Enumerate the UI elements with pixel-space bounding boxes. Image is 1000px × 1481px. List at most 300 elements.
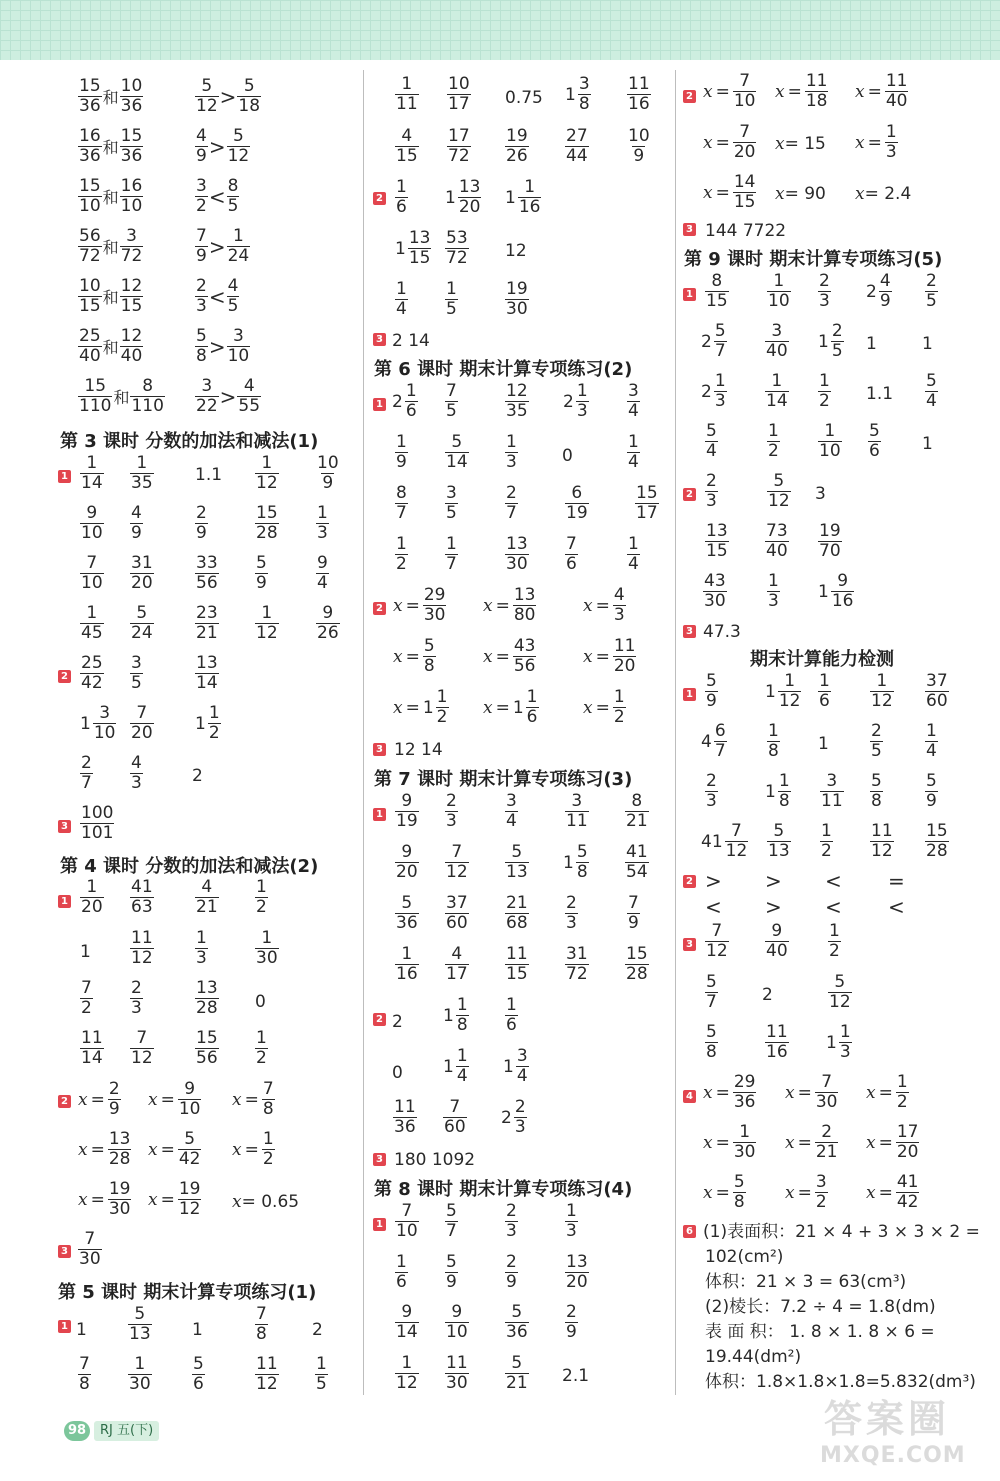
numerator: 5 [511, 842, 523, 862]
whole-part: 1 [445, 187, 456, 208]
denominator: 20 [566, 1272, 588, 1292]
variable-x: x [148, 1189, 158, 1210]
fraction [130, 454, 154, 493]
lesson-title: 期末计算能力检测 [750, 649, 894, 670]
variable-x: x [866, 1182, 876, 1203]
numerator: 2 [108, 1079, 120, 1099]
numerator: 1 [524, 177, 536, 197]
question-badge: 1 [373, 808, 386, 821]
denominator: 22 [196, 396, 218, 416]
fraction [635, 484, 659, 523]
variable-x: x [583, 595, 593, 616]
numerator: 7 [731, 821, 742, 841]
fraction [733, 1123, 757, 1162]
numerator: 7 [86, 553, 98, 573]
fraction [130, 504, 143, 543]
denominator: 17 [636, 503, 658, 523]
denominator: 5 [831, 341, 843, 361]
and-word: 和 [102, 88, 119, 107]
numerator: 5 [706, 671, 717, 691]
fraction [805, 72, 829, 111]
numerator: 1 [208, 703, 220, 723]
question-badge: 2 [58, 670, 71, 683]
question-badge: 1 [58, 895, 71, 908]
numerator: 1 [86, 877, 98, 897]
equation [148, 1080, 201, 1119]
denominator: 9 [196, 246, 207, 266]
fraction [896, 1123, 920, 1162]
fraction [80, 604, 104, 643]
fraction [505, 894, 529, 933]
fraction [767, 272, 791, 311]
fraction [78, 1355, 91, 1394]
numerator: 5 [511, 1353, 523, 1373]
numerator: 9 [86, 503, 98, 523]
comparison-sign: < [825, 869, 842, 893]
denominator: 30 [256, 948, 278, 968]
equation [855, 123, 898, 162]
fraction [839, 1023, 852, 1062]
denominator: 20 [458, 197, 481, 217]
fraction [705, 422, 718, 461]
numerator: 13 [196, 978, 218, 998]
denominator: 21 [626, 811, 648, 831]
question-badge: 2 [373, 1013, 386, 1026]
equals-sign: = [244, 1139, 259, 1160]
fraction [627, 894, 640, 933]
numerator: 43 [704, 571, 726, 591]
question-badge: 1 [683, 288, 696, 301]
watermark-url: MXQE.COM [820, 1443, 966, 1468]
numerator: 14 [733, 172, 756, 192]
fraction [705, 272, 729, 311]
lesson-title: 第 8 课时 期末计算专项练习(4) [374, 1179, 633, 1200]
fraction [227, 127, 251, 166]
answer-page [0, 60, 1000, 1481]
fraction [237, 77, 261, 116]
denominator: 36 [733, 1092, 756, 1112]
fraction [393, 1098, 417, 1137]
question-badge: 1 [683, 688, 696, 701]
numerator: 9 [837, 571, 849, 591]
fraction [128, 1355, 152, 1394]
denominator: 3 [706, 491, 717, 511]
numerator: 1 [839, 1022, 851, 1042]
denominator: 17 [448, 94, 470, 114]
variable-x: x [866, 1132, 876, 1153]
fraction [192, 1355, 205, 1394]
denominator: 6 [819, 691, 830, 711]
fraction [445, 433, 469, 472]
mixed-number [513, 688, 539, 727]
numerator: 2 [506, 1201, 517, 1221]
variable-x: x [775, 134, 785, 154]
denominator: 40 [766, 341, 788, 361]
numerator: 13 [706, 521, 728, 541]
denominator: 40 [766, 541, 788, 561]
comparison [195, 377, 261, 416]
numerator: 12 [120, 326, 143, 346]
fraction [120, 177, 144, 216]
equals-sign: = [90, 1189, 105, 1210]
denominator: 56 [196, 573, 218, 593]
equation-value: = 2.4 [864, 184, 912, 204]
denominator: 3 [576, 401, 588, 421]
denominator: 9 [131, 523, 142, 543]
fraction [130, 654, 143, 693]
denominator: 11 [821, 791, 843, 811]
fraction [828, 922, 841, 961]
denominator: 42 [896, 1192, 919, 1212]
fraction [120, 227, 144, 266]
numerator: 15 [84, 376, 107, 396]
fraction [868, 422, 881, 461]
fraction [613, 688, 626, 727]
numerator: 3 [131, 653, 142, 673]
denominator: 21 [815, 1142, 838, 1162]
denominator: 2 [768, 441, 779, 461]
numerator: 2 [196, 503, 207, 523]
fraction [627, 75, 651, 114]
fraction [625, 843, 649, 882]
denominator: 70 [819, 541, 841, 561]
fraction [130, 878, 154, 917]
mixed-number [195, 704, 221, 743]
numerator: 4 [613, 585, 625, 605]
numerator: 7 [821, 1072, 833, 1092]
equals-sign: = [160, 1139, 175, 1160]
denominator: 10 [733, 91, 756, 111]
numerator: 3 [126, 226, 137, 246]
fraction [445, 1354, 469, 1393]
numerator: 33 [196, 553, 218, 573]
numerator: 1 [628, 534, 639, 554]
solution-line: 体积：21 × 3 = 63(cm³) [705, 1272, 907, 1292]
variable-x: x [703, 1082, 713, 1103]
denominator: 26 [317, 623, 339, 643]
numerator: 5 [706, 421, 717, 441]
mixed-number [443, 1047, 469, 1086]
fraction [80, 754, 93, 793]
solution-line: 102(cm²) [705, 1247, 784, 1267]
numerator: 5 [511, 1302, 523, 1322]
and-word: 和 [102, 288, 119, 307]
denominator: 12 [446, 862, 468, 882]
denominator: 4 [628, 401, 639, 421]
denominator: 30 [423, 605, 446, 625]
denominator: 16 [518, 197, 541, 217]
question-badge: 3 [683, 938, 696, 951]
denominator: 15 [706, 291, 728, 311]
equation [393, 637, 436, 676]
denominator: 4 [628, 554, 639, 574]
lesson-title: 第 9 课时 期末计算专项练习(5) [684, 249, 943, 270]
whole-part: 1 [395, 238, 406, 259]
variable-x: x [483, 697, 493, 718]
numerator: 5 [256, 553, 267, 573]
denominator: 14 [196, 673, 218, 693]
whole-part: 2 [392, 391, 403, 412]
fraction [405, 382, 418, 421]
denominator: 15 [506, 964, 528, 984]
equation [703, 123, 756, 162]
numerator: 1 [261, 453, 273, 473]
comparison-sign: > [219, 84, 237, 109]
equation [703, 1173, 746, 1212]
denominator: 110 [79, 396, 112, 416]
fraction [78, 227, 102, 266]
numerator: 9 [401, 842, 413, 862]
fraction [395, 1253, 408, 1292]
denominator: 28 [256, 523, 278, 543]
equals-sign: = [495, 595, 510, 616]
numerator: 11 [766, 1022, 788, 1042]
denominator: 12 [256, 623, 278, 643]
numerator: 9 [322, 603, 334, 623]
answer-text: 0 [255, 992, 266, 1012]
denominator: 12 [131, 1048, 153, 1068]
fraction [395, 433, 408, 472]
fraction [255, 929, 279, 968]
mixed-number [503, 1047, 529, 1086]
numerator: 100 [81, 803, 114, 823]
denominator: 6 [396, 1272, 407, 1292]
denominator: 9 [196, 523, 207, 543]
denominator: 15 [408, 248, 431, 268]
fraction [128, 1305, 152, 1344]
fraction [896, 1073, 909, 1112]
fraction [613, 586, 626, 625]
denominator: 5 [926, 291, 937, 311]
denominator: 14 [81, 473, 103, 493]
solution-line: (2)棱长：7.2 ÷ 4 = 1.8(dm) [705, 1297, 936, 1317]
numerator: 1 [821, 821, 832, 841]
fraction [93, 704, 117, 743]
numerator: 1 [628, 432, 639, 452]
variable-x: x [393, 646, 403, 667]
question-badge: 1 [58, 470, 71, 483]
numerator: 5 [134, 1304, 146, 1324]
whole-part: 4 [701, 731, 712, 752]
denominator: 15 [79, 296, 101, 316]
denominator: 13 [768, 841, 790, 861]
denominator: 14 [81, 1048, 103, 1068]
numerator: 5 [926, 371, 937, 391]
equation [855, 184, 911, 204]
numerator: 1 [819, 671, 830, 691]
fraction [178, 1180, 202, 1219]
numerator: 3 [571, 791, 583, 811]
fraction [195, 377, 219, 416]
denominator: 8 [196, 346, 207, 366]
fraction [714, 322, 727, 361]
denominator: 9 [706, 691, 717, 711]
fraction [705, 973, 718, 1012]
denominator: 5 [446, 299, 457, 319]
equals-sign: = [797, 1182, 812, 1203]
denominator: 7 [706, 992, 717, 1012]
whole-part: 1 [818, 581, 829, 602]
denominator: 30 [446, 1373, 468, 1393]
numerator: 1 [396, 534, 407, 554]
page-number: 98 [64, 1421, 90, 1441]
fraction [733, 1073, 757, 1112]
equation [866, 1123, 919, 1162]
numerator: 41 [896, 1172, 919, 1192]
equation [583, 586, 626, 625]
denominator: 12 [829, 992, 851, 1012]
variable-x: x [78, 1189, 88, 1210]
numerator: 9 [184, 1079, 196, 1099]
equals-sign: = [160, 1089, 175, 1110]
numerator: 11 [885, 71, 908, 91]
equation [148, 1180, 201, 1219]
numerator: 15 [196, 1028, 218, 1048]
denominator: 36 [394, 1117, 416, 1137]
numerator: 2 [706, 471, 717, 491]
denominator: 4 [926, 741, 937, 761]
denominator: 8 [768, 741, 779, 761]
numerator: 19 [506, 279, 528, 299]
fraction [395, 894, 419, 933]
numerator: 13 [408, 228, 431, 248]
whole-part: 1 [195, 713, 206, 734]
denominator: 2 [81, 998, 92, 1018]
whole-part: 1 [80, 713, 91, 734]
numerator: 1 [86, 453, 98, 473]
denominator: 8 [578, 94, 590, 114]
and-word: 和 [102, 188, 119, 207]
equation [393, 586, 446, 625]
fraction [255, 604, 279, 643]
question-badge: 6 [683, 1225, 696, 1238]
fraction [120, 277, 144, 316]
fraction [80, 554, 104, 593]
denominator: 9 [108, 1099, 120, 1119]
fraction [733, 72, 757, 111]
fraction [870, 822, 894, 861]
fraction [565, 894, 578, 933]
numerator: 5 [733, 1172, 745, 1192]
fraction [765, 322, 789, 361]
denominator: 20 [396, 862, 418, 882]
fraction [78, 127, 102, 166]
numerator: 4 [243, 376, 255, 396]
equation [703, 1123, 756, 1162]
denominator: 28 [926, 841, 948, 861]
fraction [565, 127, 589, 166]
fraction [78, 77, 102, 116]
denominator: 72 [448, 146, 470, 166]
numerator: 3 [771, 321, 783, 341]
denominator: 4 [706, 441, 717, 461]
numerator: 1 [456, 1046, 468, 1066]
denominator: 28 [108, 1149, 131, 1169]
denominator: 24 [131, 623, 153, 643]
numerator: 15 [256, 503, 278, 523]
denominator: 3 [566, 1221, 577, 1241]
variable-x: x [703, 182, 713, 203]
denominator: 5 [871, 741, 882, 761]
denominator: 8 [871, 791, 882, 811]
question-badge: 3 [58, 1245, 71, 1258]
equals-sign: = [715, 1132, 730, 1153]
fraction [896, 1173, 920, 1212]
denominator: 12 [396, 1373, 418, 1393]
fraction [505, 945, 529, 984]
numerator: 5 [184, 1129, 196, 1149]
numerator: 1 [506, 432, 517, 452]
answer-text: 2 [192, 766, 203, 786]
denominator: 2 [829, 941, 840, 961]
equals-sign: = [797, 1082, 812, 1103]
answer-text: 2 [762, 985, 773, 1005]
denominator: 55 [238, 396, 261, 416]
answer-text: 1 [76, 1320, 87, 1340]
comparison-sign: > [219, 384, 237, 409]
fraction [255, 1305, 268, 1344]
fraction [447, 75, 471, 114]
fraction [514, 1098, 527, 1137]
numerator: 7 [739, 122, 751, 142]
mixed-number [701, 322, 727, 361]
denominator: 8 [256, 1324, 267, 1344]
equation [483, 586, 536, 625]
equals-sign: = [867, 132, 882, 153]
denominator: 2 [821, 841, 832, 861]
fraction [195, 504, 208, 543]
fraction [395, 1202, 419, 1241]
comparison [195, 177, 239, 216]
numerator: 1 [778, 771, 790, 791]
fraction [505, 792, 518, 831]
denominator: 3 [613, 605, 625, 625]
question-badge: 1 [373, 398, 386, 411]
equals-sign: = [405, 697, 420, 718]
lesson-title: 第 3 课时 分数的加法和减法(1) [60, 431, 319, 452]
equation [703, 173, 756, 212]
equals-sign: = [595, 595, 610, 616]
fraction [818, 422, 842, 461]
whole-part: 1 [826, 1032, 837, 1053]
fraction [516, 1047, 529, 1086]
variable-x: x [785, 1182, 795, 1203]
numerator: 7 [449, 1097, 461, 1117]
fraction [815, 1173, 828, 1212]
fraction [130, 377, 164, 416]
denominator: 13 [129, 1324, 151, 1344]
lesson-title: 第 5 课时 期末计算专项练习(1) [58, 1282, 317, 1303]
equals-sign: = [715, 182, 730, 203]
fraction [195, 979, 219, 1018]
denominator: 8 [706, 1042, 717, 1062]
numerator: 1 [566, 1201, 577, 1221]
denominator: 60 [926, 691, 948, 711]
equation [775, 134, 826, 154]
denominator: 3 [196, 296, 207, 316]
numerator: 56 [79, 226, 101, 246]
fraction [733, 1173, 746, 1212]
watermark-text: 答案圈 [824, 1397, 951, 1441]
fraction [703, 572, 727, 611]
denominator: 17 [446, 964, 468, 984]
numerator: 11 [81, 1028, 103, 1048]
denominator: 7 [446, 1221, 457, 1241]
fraction [778, 772, 791, 811]
answer-text: 12 14 [394, 740, 443, 760]
denominator: 110 [131, 396, 164, 416]
fraction [78, 327, 102, 366]
